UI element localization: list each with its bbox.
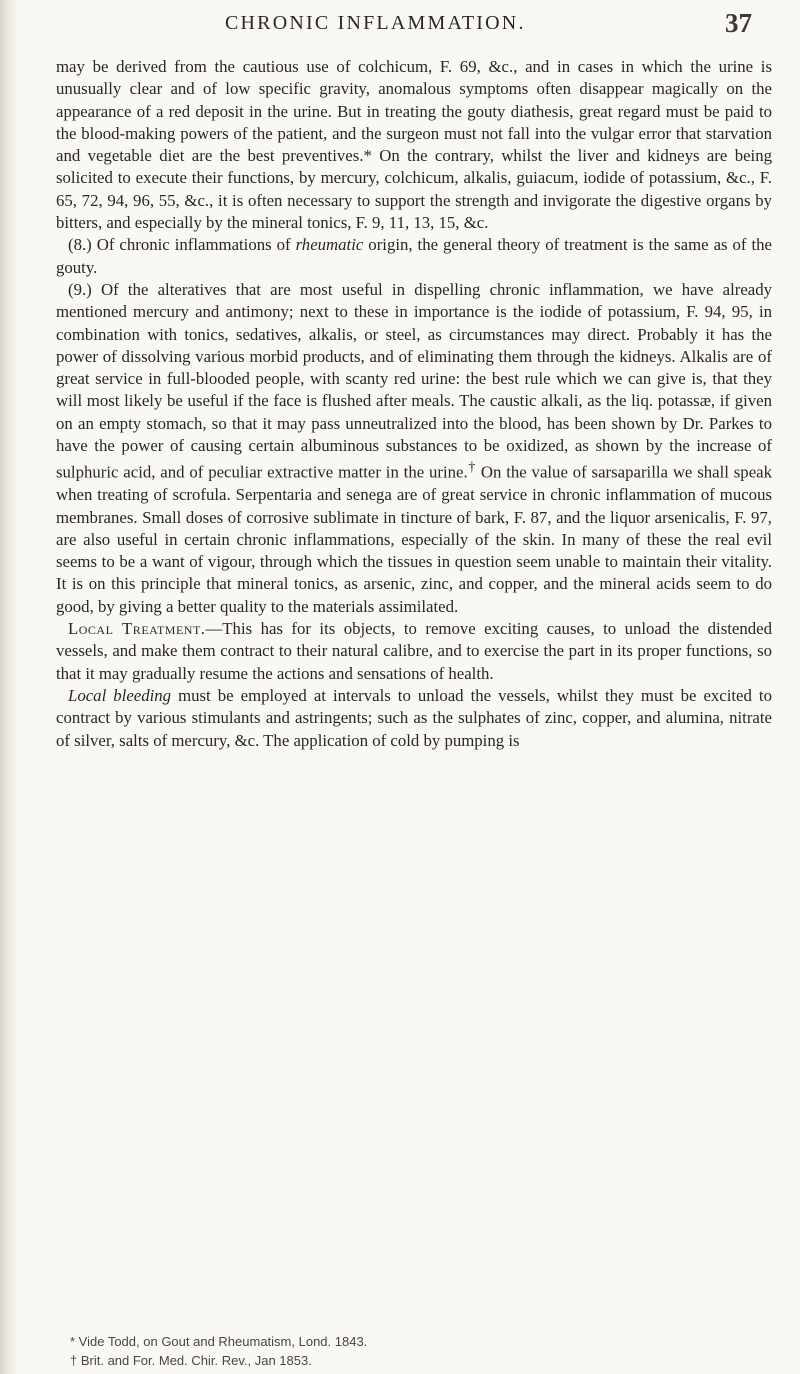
paragraph-lead: (8.) Of chronic inflammations of xyxy=(68,235,296,255)
page-number: 37 xyxy=(725,8,752,38)
footnote-dagger-ref: † xyxy=(467,460,476,476)
footnote-brit-review: † Brit. and For. Med. Chir. Rev., Jan 1853. xyxy=(70,1353,312,1368)
paragraph-gout-treatment xyxy=(56,56,772,234)
page-edge-shadow xyxy=(0,0,18,1374)
emphasis-local-bleeding: Local bleeding xyxy=(68,685,172,705)
running-title: CHRONIC INFLAMMATION. xyxy=(225,12,526,34)
paragraph-text: must be employed at intervals to unload the vessels, whilst they must be excited to contract by various stimulants and astringents; such as the sulphates of zinc, copper, and alumina, nitrate of silver, salts of mercury, &c. The application of cold by pumping is xyxy=(56,685,772,750)
paragraph-text: (9.) Of the alteratives that are most useful in dispelling chronic inflammation, we have already mentioned mercury and antimony; next to these in importance is the iodide of potassium, F. 94, 95, in combination with tonics, sedatives, alkalis, or steel, as circumstances may direct. Probably it has the power of dissolving various morbid products, and of eliminating them through the kidneys. Alkalis are of great service in full-blooded people, with scanty red urine: the best rule which we can give is, that they will most likely be useful if the face is flushed after meals. The caustic alkali, as the liq. potassæ, if given on an empty stomach, so that it may pass unneutralized into the blood, has been shown by Dr. Parkes to have the power of causing certain albuminous substances to be oxidized, as shown by the increase of sulphuric acid, and of peculiar extractive matter in the urine. xyxy=(56,279,772,482)
paragraph-text: may be derived from the cautious use of colchicum, F. 69, &c., and in cases in which the urine is unusually clear and of low specific gravity, anomalous symptoms often disappear magically on the appearance of a red deposit in the urine. But in treating the gouty diathesis, great regard must be paid to the blood-making powers of the patient, and the surgeon must not fall into the vulgar error that starvation and vegetable diet are the best preventives.* On the contrary, whilst the liver and kidneys are being solicited to execute their functions, by mercury, colchicum, alkalis, guiacum, iodide of potassium, &c., F. 65, 72, 94, 96, 55, &c., it is often necessary to support the strength and invigorate the digestive organs by bitters, and especially by the mineral tonics, F. 9, 11, 13, 15, &c. xyxy=(56,57,772,233)
paragraph-local-treatment xyxy=(56,618,772,685)
section-heading-local-treatment: Local Treatment. xyxy=(68,619,206,639)
emphasis-rheumatic: rheumatic xyxy=(295,235,364,255)
running-header xyxy=(0,8,800,48)
footnotes xyxy=(70,1332,770,1370)
paragraph-text: —This has for its objects, to remove exciting causes, to unload the distended vessels, and make them contract to their natural calibre, and to exercise the part in its proper functions, so that it may gradually resume the actions and sensations of health. xyxy=(56,619,772,683)
paragraph-tail: origin, the general theory of treatment is the same as of the gouty. xyxy=(56,235,772,277)
body-text xyxy=(56,56,772,752)
paragraph-local-bleeding xyxy=(56,685,772,752)
paragraph-text-continued: On the value of sarsaparilla we shall speak when treating of scrofula. Serpentaria and senega are of great service in chronic inflammation of mucous membranes. Small doses of corrosive sublimate in tincture of bark, F. 87, and the liquor arsenicalis, F. 97, are also useful in certain chronic inflammations, especially of the skin. In many of these the real evil seems to be a want of vigour, through which the tissues in question seem unable to maintain their vitality. It is on this principle that mineral tonics, as arsenic, zinc, and copper, and the mineral acids seem to do good, by giving a better quality to the materials assimilated. xyxy=(56,462,772,616)
footnote-todd: * Vide Todd, on Gout and Rheumatism, Lond. 1843. xyxy=(70,1334,368,1349)
paragraph-alteratives xyxy=(56,279,772,618)
paragraph-rheumatic xyxy=(56,234,772,279)
